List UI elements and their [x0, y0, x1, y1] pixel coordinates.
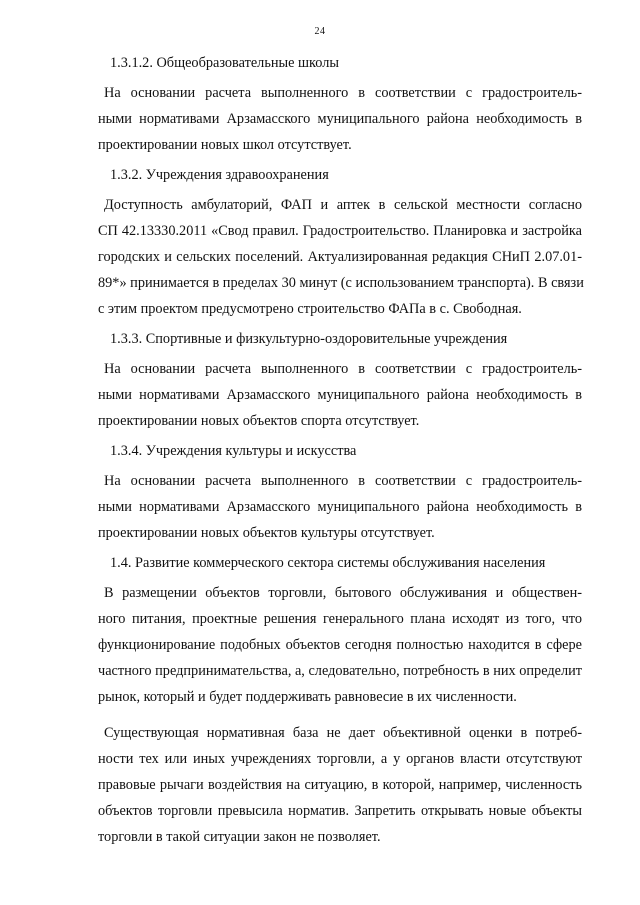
text-line: Существующая нормативная база не дает объективной оценки в потреб- [104, 725, 582, 741]
page-content [98, 50, 582, 850]
text-line: 89*» принимается в пределах 30 минут (с использованием транспорта). В связи [98, 275, 584, 291]
text-line: ного питания, проектные решения генерального плана исходят из того, что [98, 611, 582, 627]
text-line: с этим проектом предусмотрено строительство ФАПа в с. Свободная. [98, 301, 522, 317]
text-line: частного предпринимательства, а, следовательно, потребность в них определит [98, 663, 583, 679]
section-heading-sports: 1.3.3. Спортивные и физкультурно-оздоровительные учреждения [110, 331, 508, 347]
text-line: На основании расчета выполненного в соответствии с градостроитель- [104, 361, 582, 377]
paragraph-sports [98, 356, 582, 434]
text-line: На основании расчета выполненного в соответствии с градостроитель- [104, 85, 582, 101]
text-line: торговли в такой ситуации закон не позволяет. [98, 829, 381, 845]
text-line: рынок, который и будет поддерживать равновесие в их численности. [98, 689, 517, 705]
section-heading-schools: 1.3.1.2. Общеобразовательные школы [110, 55, 339, 71]
text-line: СП 42.13330.2011 «Свод правил. Градостроительство. Планировка и застройка [98, 223, 582, 239]
text-line: ности тех или иных учреждениях торговли, а у органов власти отсутствуют [98, 751, 582, 767]
text-line: ными нормативами Арзамасского муниципального района необходимость в [98, 387, 582, 403]
section-heading-culture: 1.3.4. Учреждения культуры и искусства [110, 443, 357, 459]
text-line: Доступность амбулаторий, ФАП и аптек в сельской местности согласно [104, 197, 582, 213]
text-line: В размещении объектов торговли, бытового обслуживания и обществен- [104, 585, 582, 601]
paragraph-commercial-2 [98, 720, 582, 850]
paragraph-healthcare [98, 192, 582, 322]
text-line: правовые рычаги воздействия на ситуацию, в которой, например, численность [98, 777, 582, 793]
text-line: функционирование подобных объектов сегодня полностью находится в сфере [98, 637, 582, 653]
text-line: проектировании новых школ отсутствует. [98, 137, 352, 153]
section-heading-commercial: 1.4. Развитие коммерческого сектора системы обслуживания населения [110, 555, 546, 571]
paragraph-schools [98, 80, 582, 158]
text-line: проектировании новых объектов культуры отсутствует. [98, 525, 435, 541]
paragraph-commercial-1 [98, 580, 582, 710]
page-number: 24 [314, 26, 326, 37]
text-line: объектов торговли превысила норматив. Запретить открывать новые объекты [98, 803, 582, 819]
section-heading-healthcare: 1.3.2. Учреждения здравоохранения [110, 167, 329, 183]
paragraph-culture [98, 468, 582, 546]
text-line: ными нормативами Арзамасского муниципального района необходимость в [98, 499, 582, 515]
text-line: городских и сельских поселений. Актуализированная редакция СНиП 2.07.01- [98, 249, 582, 265]
text-line: проектировании новых объектов спорта отсутствует. [98, 413, 420, 429]
text-line: ными нормативами Арзамасского муниципального района необходимость в [98, 111, 582, 127]
text-line: На основании расчета выполненного в соответствии с градостроитель- [104, 473, 582, 489]
